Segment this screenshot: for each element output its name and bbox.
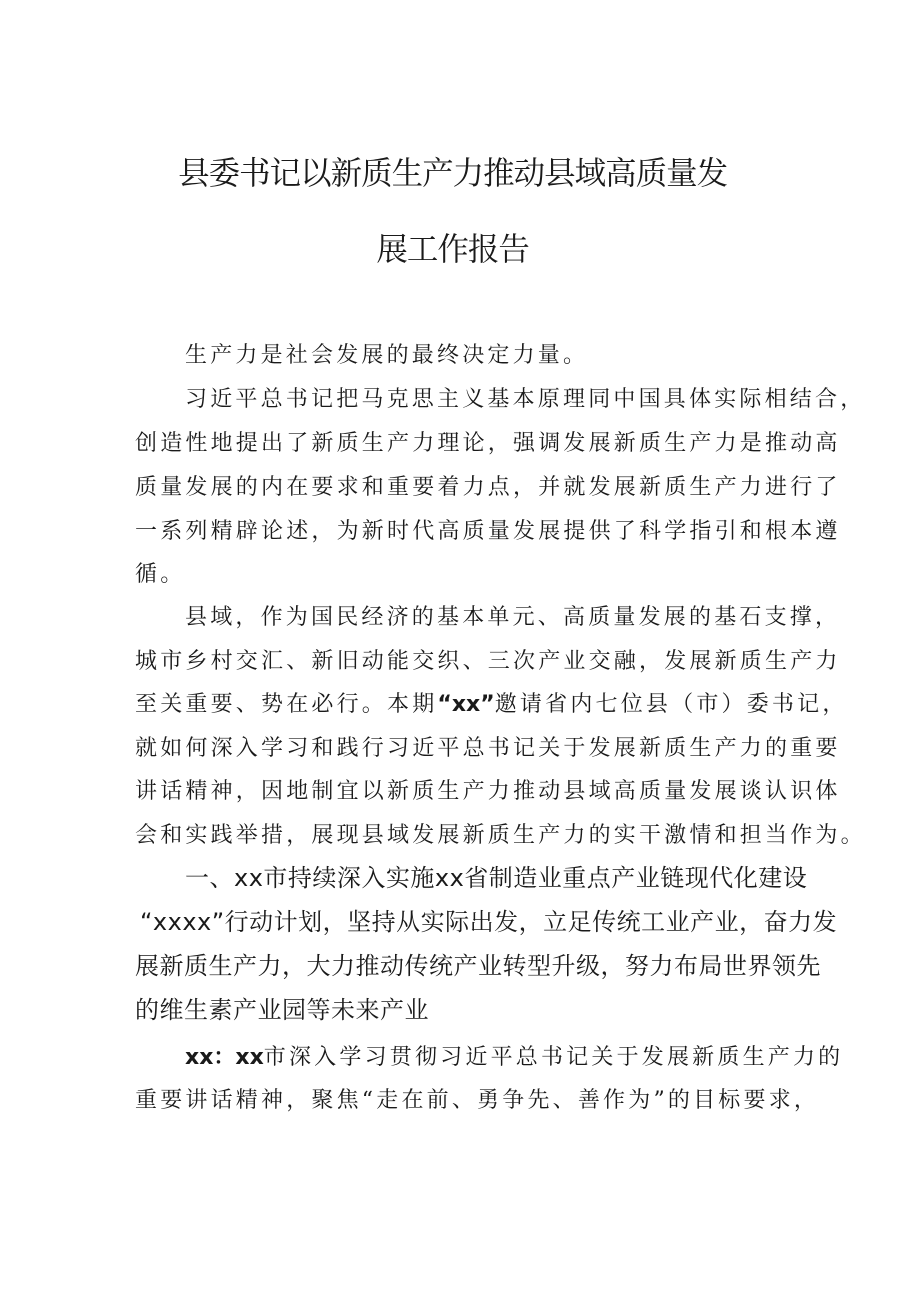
text-run: 邀请省内七位县（市）委书记， bbox=[494, 692, 848, 717]
text-run: 至关重要、势在必行。本期 bbox=[135, 692, 438, 717]
paragraph-line: 讲话精神，因地制宜以新质生产力推动县域高质量发展谈认识体 bbox=[135, 779, 841, 804]
paragraph-line: 习近平总书记把马克思主义基本原理同中国具体实际相结合， bbox=[185, 387, 866, 412]
section-heading-line: “xxxx”行动计划，坚持从实际出发，立足传统工业产业，奋力发 bbox=[140, 908, 838, 936]
paragraph-line: 一系列精辟论述，为新时代高质量发展提供了科学指引和根本遵 bbox=[135, 519, 841, 544]
paragraph-line bbox=[185, 1040, 843, 1071]
paragraph-line: 创造性地提出了新质生产力理论，强调发展新质生产力是推动高 bbox=[135, 431, 841, 456]
speaker-label: xx：xx bbox=[185, 1045, 264, 1070]
text-run: 市深入学习贯彻习近平总书记关于发展新质生产力的 bbox=[263, 1045, 844, 1070]
section-heading-line: 展新质生产力，大力推动传统产业转型升级，努力布局世界领先 bbox=[135, 952, 821, 980]
paragraph-line: 重要讲话精神，聚焦“走在前、勇争先、善作为”的目标要求， bbox=[135, 1088, 820, 1113]
quoted-publication-name: “xx” bbox=[437, 692, 495, 717]
paragraph-line bbox=[135, 687, 848, 718]
paragraph-line: 县域，作为国民经济的基本单元、高质量发展的基石支撑， bbox=[185, 605, 841, 630]
paragraph-line: 城市乡村交汇、新旧动能交织、三次产业交融，发展新质生产力 bbox=[135, 649, 841, 674]
paragraph-line: 生产力是社会发展的最终决定力量。 bbox=[185, 343, 589, 368]
paragraph-line: 循。 bbox=[135, 562, 186, 587]
section-heading-line: 一、xx市持续深入实施xx省制造业重点产业链现代化建设 bbox=[185, 864, 808, 892]
document-title-line1: 县委书记以新质生产力推动县域高质量发 bbox=[178, 154, 728, 192]
section-heading-line: 的维生素产业园等未来产业 bbox=[135, 996, 429, 1024]
paragraph-line: 就如何深入学习和践行习近平总书记关于发展新质生产力的重要 bbox=[135, 736, 841, 761]
document-title-line2: 展工作报告 bbox=[376, 230, 529, 268]
paragraph-line: 会和实践举措，展现县域发展新质生产力的实干激情和担当作为。 bbox=[135, 823, 866, 848]
paragraph-line: 质量发展的内在要求和重要着力点，并就发展新质生产力进行了 bbox=[135, 475, 841, 500]
